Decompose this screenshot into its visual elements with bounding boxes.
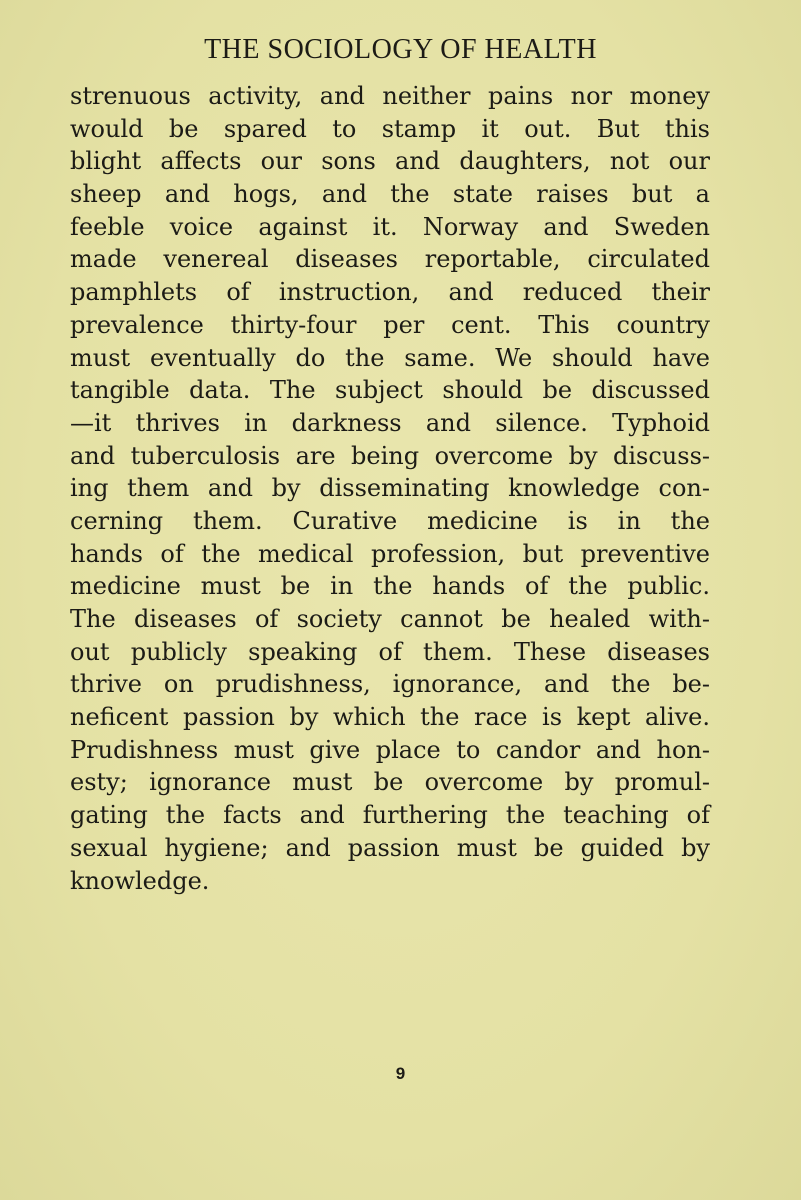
text-line: hands of the medical profession, but preventive (70, 539, 710, 568)
text-line: must eventually do the same. We should have (70, 343, 710, 372)
text-line: sexual hygiene; and passion must be guided by (70, 833, 710, 862)
text-line: would be spared to stamp it out. But this (70, 114, 710, 143)
text-line: esty; ignorance must be overcome by promul- (70, 768, 710, 797)
text-line: medicine must be in the hands of the public. (70, 572, 710, 601)
running-head: THE SOCIOLOGY OF HEALTH (204, 34, 597, 65)
text-line: neficent passion by which the race is kept alive. (70, 703, 710, 732)
text-line: made venereal diseases reportable, circulated (70, 245, 710, 274)
body-paragraph (70, 80, 710, 897)
text-line: cerning them. Curative medicine is in the (70, 506, 710, 535)
text-line: and tuberculosis are being overcome by discuss- (70, 441, 710, 470)
text-line-last: knowledge. (70, 866, 210, 895)
text-line: feeble voice against it. Norway and Sweden (70, 212, 710, 241)
text-line: sheep and hogs, and the state raises but a (70, 180, 710, 209)
text-line: —it thrives in darkness and silence. Typhoid (70, 408, 710, 437)
text-line: Prudishness must give place to candor and hon- (70, 735, 710, 764)
text-line: ing them and by disseminating knowledge con- (70, 474, 710, 503)
text-line: pamphlets of instruction, and reduced their (70, 278, 710, 307)
text-line: prevalence thirty-four per cent. This country (70, 310, 710, 339)
page-number: 9 (395, 1064, 406, 1083)
text-line: out publicly speaking of them. These diseases (70, 637, 710, 666)
text-line: The diseases of society cannot be healed with- (70, 605, 710, 633)
text-line: strenuous activity, and neither pains nor money (70, 82, 710, 110)
text-line: gating the facts and furthering the teaching of (70, 801, 710, 830)
text-line: tangible data. The subject should be discussed (70, 376, 710, 405)
text-line: blight affects our sons and daughters, not our (70, 147, 710, 176)
text-line: thrive on prudishness, ignorance, and the be- (70, 670, 710, 699)
